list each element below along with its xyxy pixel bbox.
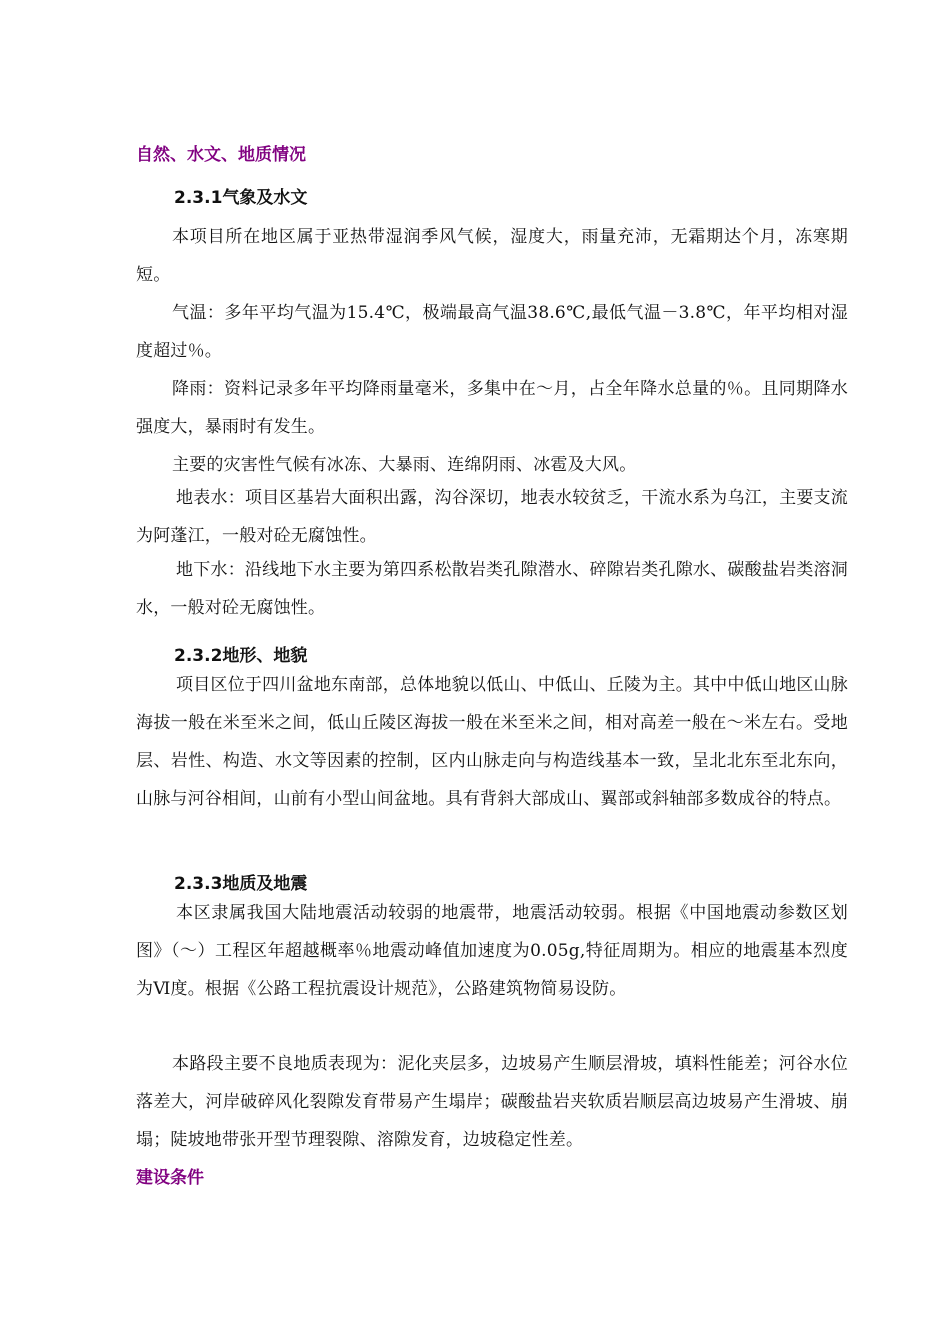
paragraph-disasters: 主要的灾害性气候有冰冻、大暴雨、连绵阴雨、冰雹及大风。	[172, 455, 637, 475]
paragraph-terrain: 项目区位于四川盆地东南部，总体地貌以低山、中低山、丘陵为主。其中中低山地区山脉海拔一般在米至米之间，低山丘陵区海拔一般在米至米之间，相对高差一般在～米左右。受地层、岩性、构造、水文等因素的控制，区内山脉走向与构造线基本一致，呈北北东至北东向，山脉与河谷相间，山前有小型山间盆地。具有背斜大部成山、翼部或斜轴部多数成谷的特点。	[136, 675, 848, 809]
paragraph-earthquake: 本区隶属我国大陆地震活动较弱的地震带，地震活动较弱。根据《中国地震动参数区划图》（～）工程区年超越概率％地震动峰值加速度为0.05g,特征周期为。相应的地震基本烈度为Ⅵ度。根据《公路工程抗震设计规范》，公路建筑物简易设防。	[136, 903, 848, 999]
paragraph-rainfall: 降雨：资料记录多年平均降雨量毫米，多集中在～月，占全年降水总量的％。且同期降水强度大，暴雨时有发生。	[136, 379, 848, 437]
section-heading-construction: 建设条件	[136, 1168, 204, 1188]
paragraph-surface-water: 地表水：项目区基岩大面积出露，沟谷深切，地表水较贫乏，干流水系为乌江，主要支流为阿蓬江，一般对砼无腐蚀性。	[136, 488, 848, 546]
subheading-2-3-1: 2.3.1气象及水文	[174, 188, 308, 208]
subheading-2-3-2: 2.3.2地形、地貌	[174, 646, 308, 666]
paragraph-groundwater: 地下水：沿线地下水主要为第四系松散岩类孔隙潜水、碎隙岩类孔隙水、碳酸盐岩类溶洞水，一般对砼无腐蚀性。	[136, 560, 848, 618]
paragraph-adverse-geology: 本路段主要不良地质表现为：泥化夹层多，边坡易产生顺层滑坡，填料性能差；河谷水位落差大，河岸破碎风化裂隙发育带易产生塌岸；碳酸盐岩夹软质岩顺层高边坡易产生滑坡、崩塌；陡坡地带张开型节理裂隙、溶隙发育，边坡稳定性差。	[136, 1054, 848, 1150]
paragraph-temperature: 气温：多年平均气温为15.4℃，极端最高气温38.6℃,最低气温－3.8℃，年平均相对湿度超过％。	[136, 303, 848, 361]
section-heading-natural: 自然、水文、地质情况	[136, 145, 306, 165]
subheading-2-3-3: 2.3.3地质及地震	[174, 874, 308, 894]
paragraph-climate: 本项目所在地区属于亚热带湿润季风气候，湿度大，雨量充沛，无霜期达个月，冻寒期短。	[136, 227, 848, 285]
